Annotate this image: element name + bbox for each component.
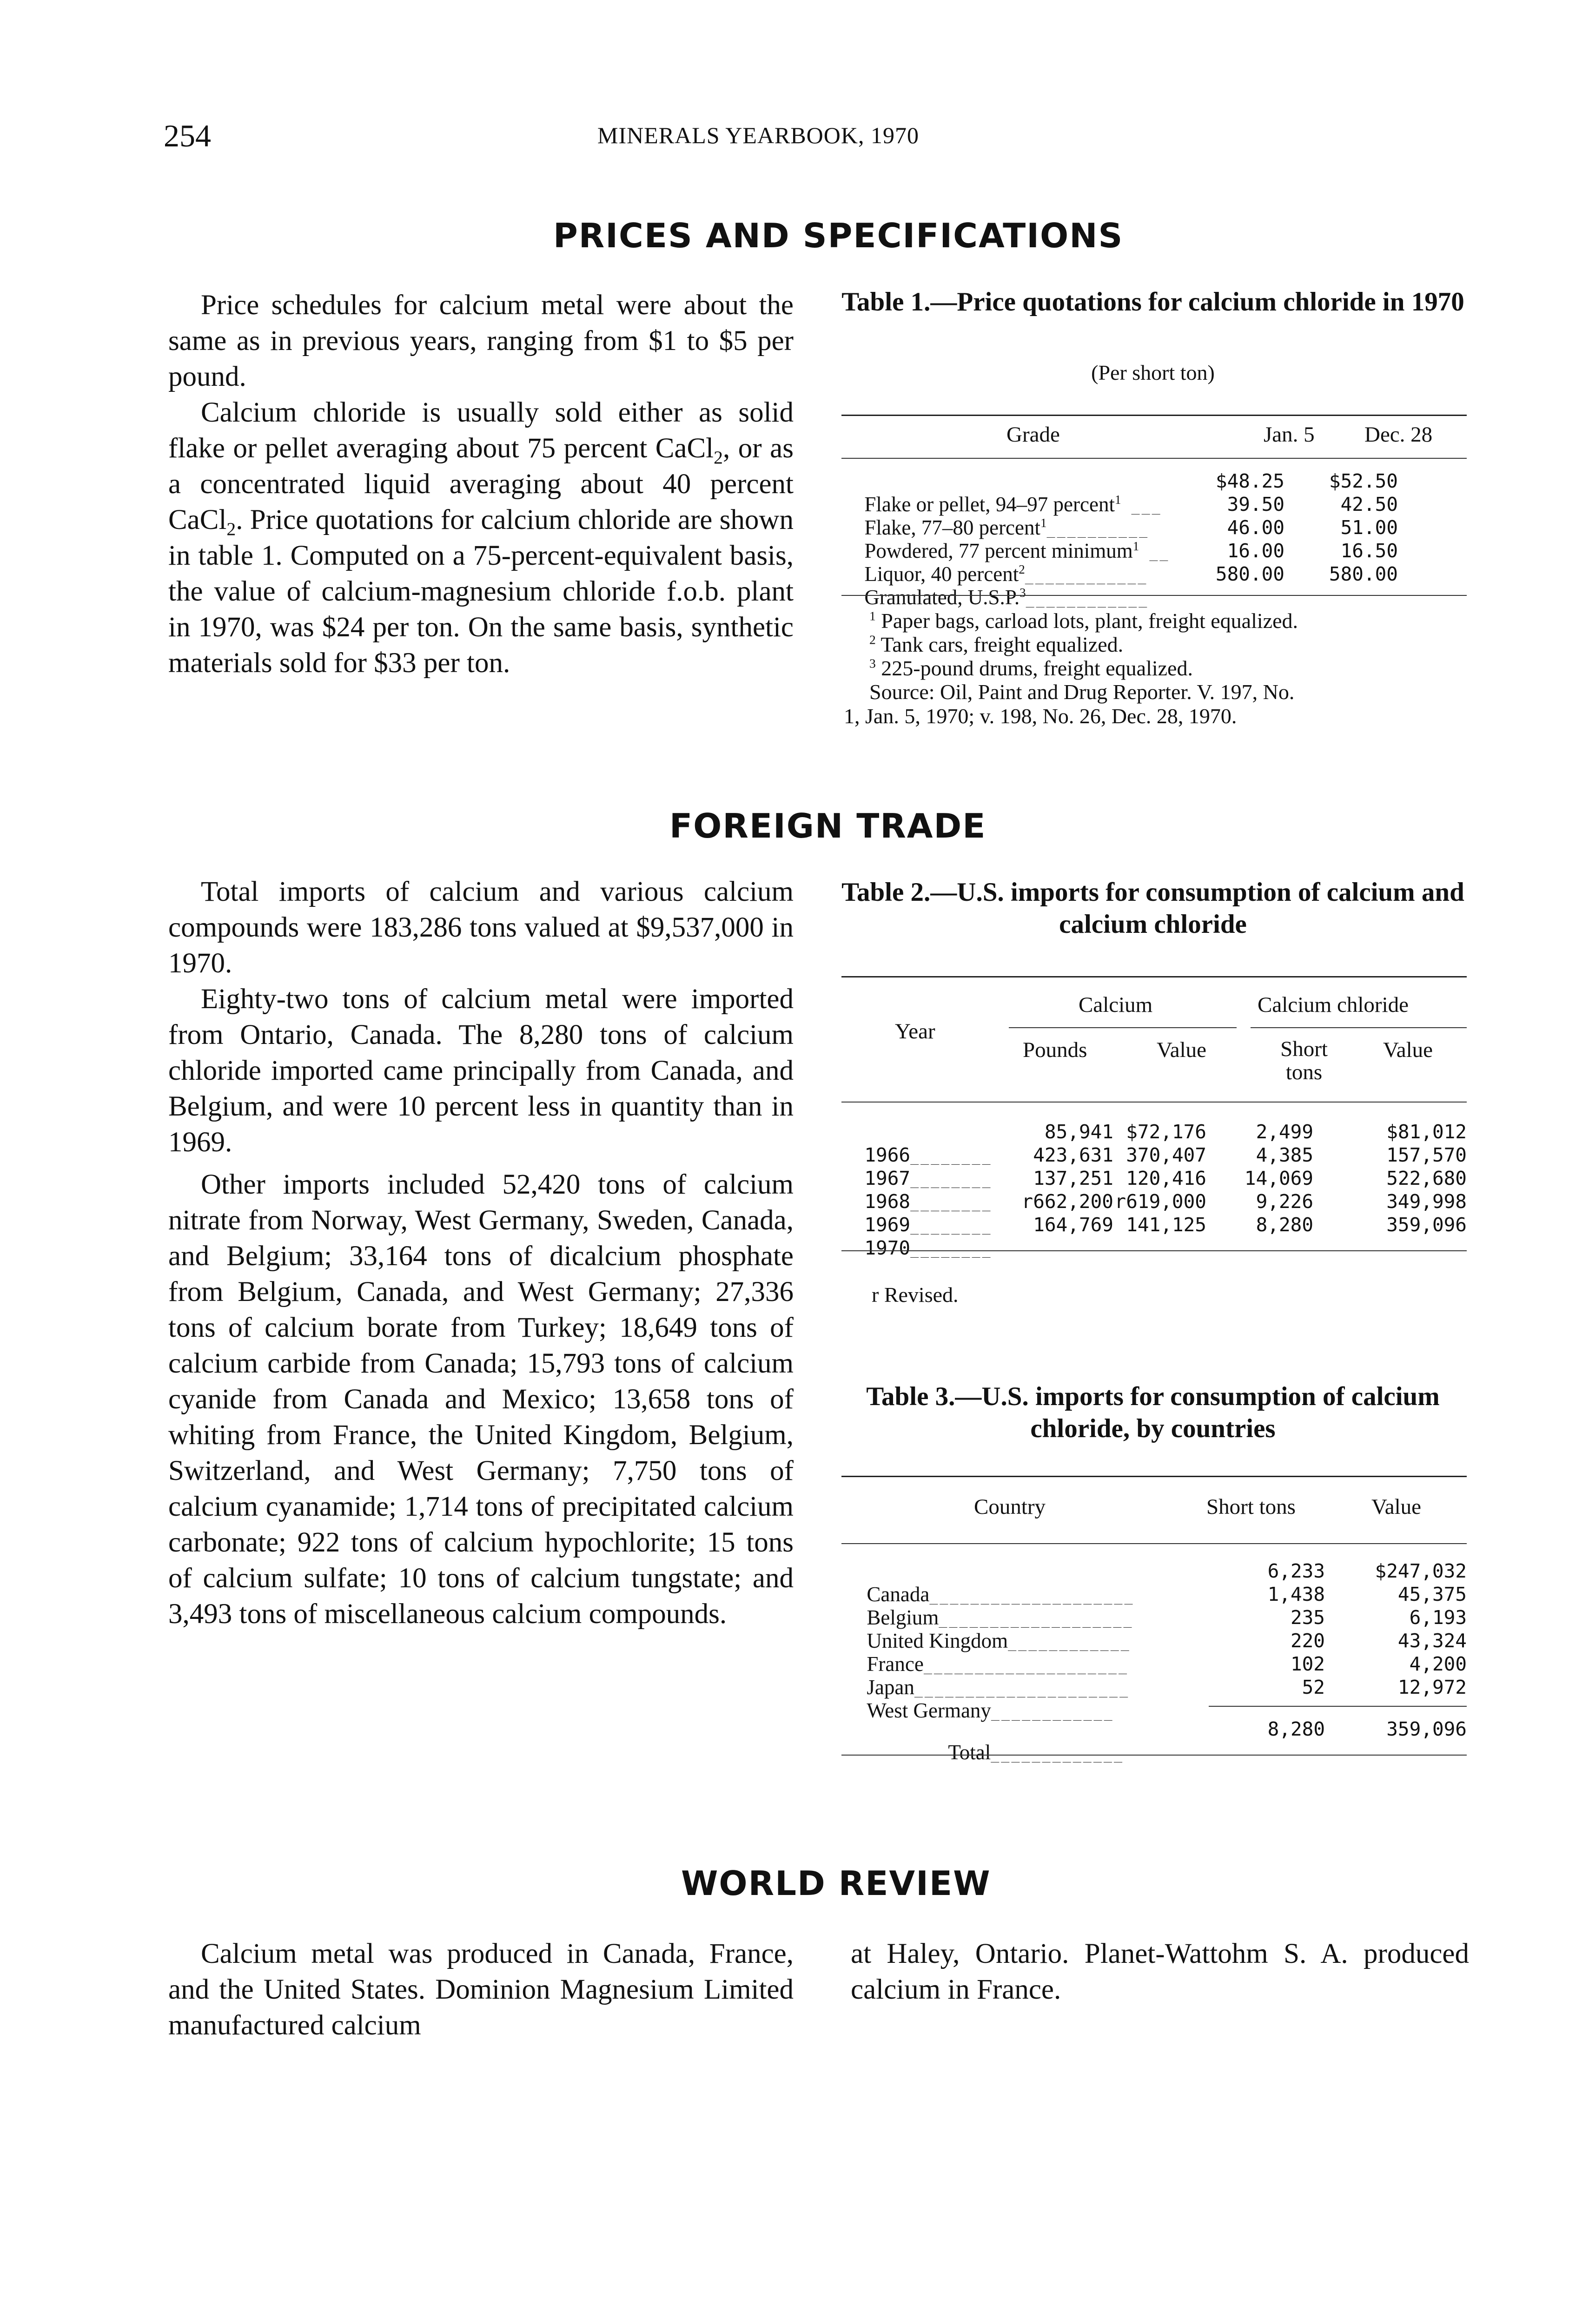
table2-top-rule: [841, 976, 1467, 977]
table3-title: Table 3.—U.S. imports for consumption of calcium chloride, by countries: [866, 1382, 1440, 1443]
world-review-heading: WORLD REVIEW: [681, 1864, 991, 1903]
table-row: 1966________ 85,941 $72,176 2,499 $81,012: [864, 1121, 1467, 1166]
world-review-left-column: [168, 1936, 794, 2043]
table1-footnote: $^1$ Paper bags, carload lots, plant, freight equalized.: [869, 608, 1298, 633]
table-row: West Germany____________ 52 12,972: [867, 1676, 1467, 1722]
prices-text: [168, 287, 794, 681]
table-row: Canada____________________ 6,233 $247,032: [867, 1560, 1467, 1606]
table-row: France____________________ 220 43,324: [867, 1630, 1467, 1676]
table3-header-rule: [841, 1543, 1467, 1544]
table2-header-pounds: Pounds: [1023, 1038, 1087, 1062]
page-number: 254: [164, 118, 211, 153]
table2-header-calcium: Calcium: [1079, 993, 1153, 1017]
table3-total-rule: [1209, 1706, 1467, 1707]
table2-header-value-chloride: Value: [1383, 1038, 1433, 1062]
table-row: Liquor, 40 percent$^2$____________ 16.00 16.50: [864, 540, 1398, 586]
table-row: 1969________ r662,200 r619,000 9,226 349,998: [864, 1190, 1467, 1236]
table-row: 1968________ 137,251 120,416 14,069 522,680: [864, 1167, 1467, 1213]
table1-source-continued: 1, Jan. 5, 1970; v. 198, No. 26, Dec. 28, 1970.: [844, 704, 1237, 728]
table1-footnotes: [869, 609, 1469, 704]
world-review-right-column: [851, 1936, 1469, 2007]
table3-header-value: Value: [1371, 1495, 1422, 1519]
table-row: United Kingdom____________ 235 6,193: [867, 1606, 1467, 1652]
table2-header-rule: [841, 1102, 1467, 1103]
table1-header-rule: [841, 458, 1467, 459]
table2-title: Table 2.—U.S. imports for consumption of calcium and calcium chloride: [841, 878, 1464, 939]
table1-subtitle: (Per short ton): [1091, 361, 1215, 384]
prices-paragraph-1: Price schedules for calcium metal were about the same as in previous years, ranging from $1 to $5 per pound.: [168, 290, 794, 392]
table2-header-short-tons: Short tons: [1280, 1037, 1328, 1084]
table2-footnote: r Revised.: [872, 1283, 959, 1307]
foreign-paragraph-1: Total imports of calcium and various calcium compounds were 183,286 tons valued at $9,537,000 in 1970.: [168, 876, 794, 979]
table-row: 1970________ 164,769 141,125 8,280 359,096: [864, 1214, 1467, 1259]
table-row: Belgium___________________ 1,438 45,375: [867, 1583, 1467, 1629]
table3-top-rule: [841, 1476, 1467, 1477]
table2-header-chloride: Calcium chloride: [1258, 993, 1409, 1017]
table1-title: Table 1.—Price quotations for calcium chloride in 1970: [841, 287, 1464, 317]
table-row: Japan_____________________ 102 4,200: [867, 1653, 1467, 1699]
table2-header-value: Value: [1157, 1038, 1207, 1062]
table2-bottom-rule: [841, 1250, 1467, 1251]
foreign-paragraph-3: Other imports included 52,420 tons of calcium nitrate from Norway, West Germany, Sweden, Canada, and Belgium; 33,164 tons of dicalcium phosphate from Belgium, Canada, and West Germany; 27,336 tons of calcium borate from Turkey; 18,649 tons of calcium carbide from Canada; 15,793 tons of calcium cyanide from Canada and Mexico; 13,658 tons of whiting from France, the United Kingdom, Belgium, Switzerland, and West Germany; 7,750 tons of calcium cyanamide; 1,714 tons of precipitated calcium carbonate; 922 tons of calcium hypochlorite; 15 tons of calcium sulfate; 10 tons of calcium tungstate; and 3,493 tons of miscellaneous calcium compounds.: [168, 1169, 794, 1630]
prices-heading: PRICES AND SPECIFICATIONS: [553, 216, 1124, 255]
foreign-trade-text: [168, 874, 794, 1632]
table3-bottom-rule: [841, 1755, 1467, 1756]
table2-calcium-rule: [1009, 1027, 1237, 1028]
table-row: Flake, 77–80 percent$^1$__________ 39.50 42.50: [864, 493, 1398, 539]
table-row: Granulated, U.S.P.$^3$____________ 580.00 580.00: [864, 563, 1398, 609]
foreign-trade-heading: FOREIGN TRADE: [669, 806, 986, 845]
table1-footnote: $^2$ Tank cars, freight equalized.: [869, 632, 1124, 656]
table2-header-year: Year: [895, 1019, 935, 1043]
table2-chloride-rule: [1251, 1027, 1467, 1028]
table-row: Powdered, 77 percent minimum$^1$ __ 46.00 51.00: [864, 516, 1398, 562]
foreign-paragraph-2: Eighty-two tons of calcium metal were imported from Ontario, Canada. The 8,280 tons of calcium chloride imported came principally from Canada, and Belgium, and were 10 percent less in quantity than in 1969.: [168, 984, 794, 1158]
prices-paragraph-2: Calcium chloride is usually sold either as solid flake or pellet averaging about 75 percent CaCl$_2$, or as a concentrated liquid averaging about 40 percent CaCl$_2$. Price quotations for calcium chloride are shown in table 1. Computed on a 75-percent-equivalent basis, the value of calcium-magnesium chloride f.o.b. plant in 1970, was $24 per ton. On the same basis, synthetic materials sold for $33 per ton.: [168, 397, 794, 679]
table1-bottom-rule: [841, 595, 1467, 596]
world-paragraph-left: Calcium metal was produced in Canada, France, and the United States. Dominion Magnesium Limited manufactured calcium: [168, 1938, 794, 2041]
table1-top-rule: [841, 415, 1467, 416]
table-row: Flake or pellet, 94–97 percent$^1$ ___ $48.25 $52.50: [864, 470, 1398, 516]
table1-header-grade: Grade: [1006, 423, 1060, 447]
table1-footnote: $^3$ 225-pound drums, freight equalized.: [869, 656, 1193, 680]
table3-header-short-tons: Short tons: [1206, 1495, 1296, 1519]
table3-total-row: Total_____________ 8,280 359,096: [948, 1718, 1467, 1764]
table1-source: Source: Oil, Paint and Drug Reporter. V. 197, No.: [869, 680, 1295, 704]
running-title: MINERALS YEARBOOK, 1970: [597, 122, 919, 148]
table3-header-country: Country: [974, 1495, 1046, 1519]
world-paragraph-right: at Haley, Ontario. Planet-Wattohm S. A. produced calcium in France.: [851, 1938, 1469, 2005]
table1-header-dec: Dec. 28: [1364, 423, 1433, 447]
table1-header-jan: Jan. 5: [1264, 423, 1315, 447]
table-row: 1967________ 423,631 370,407 4,385 157,570: [864, 1144, 1467, 1189]
